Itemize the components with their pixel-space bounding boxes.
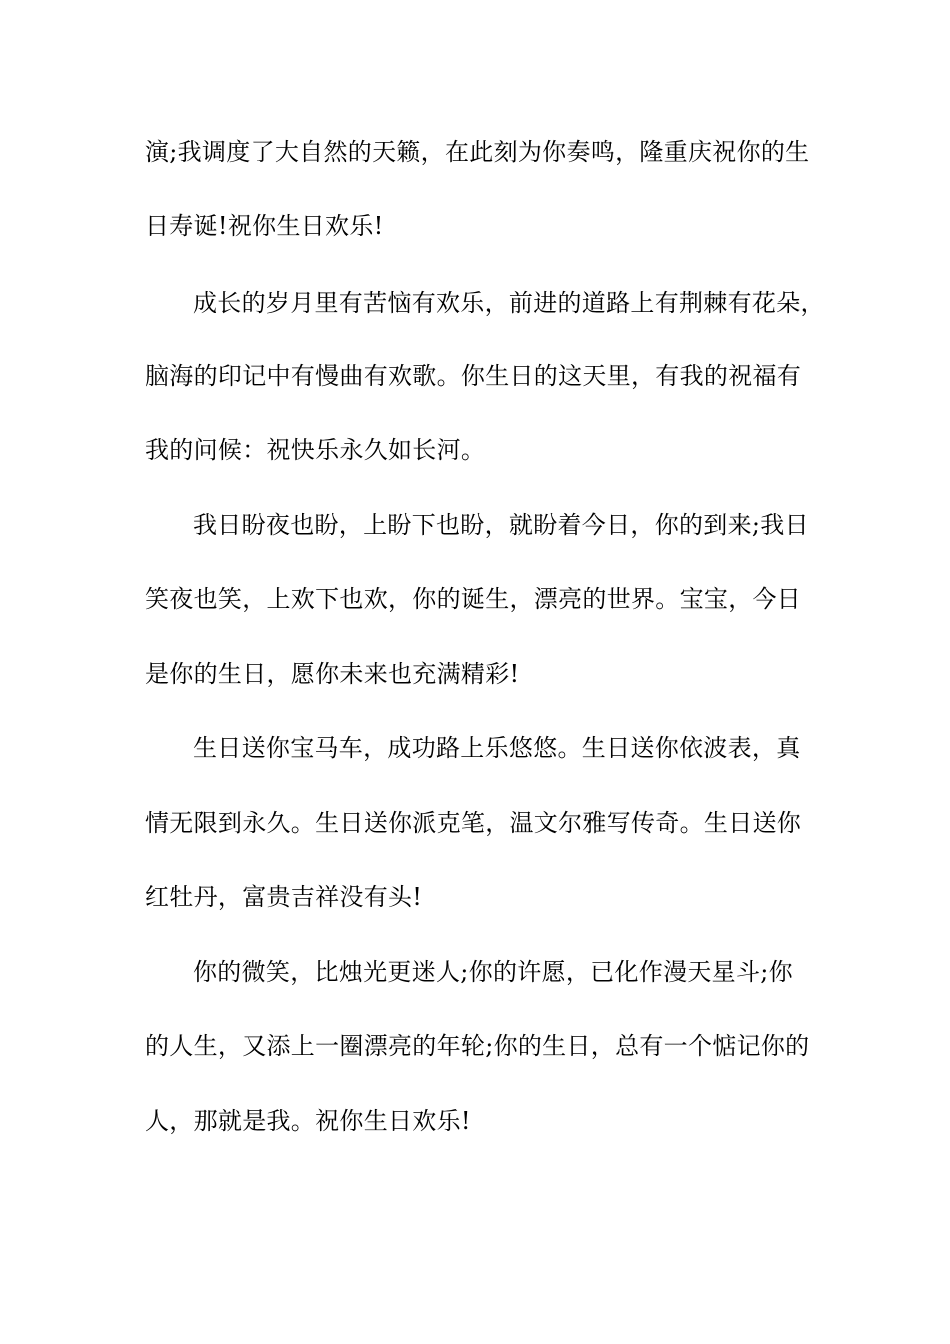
text-line: 的人生，又添上一圈漂亮的年轮;你的生日，总有一个惦记你的 xyxy=(145,1032,810,1060)
text-line: 日寿诞!祝你生日欢乐! xyxy=(145,212,384,240)
text-line: 人，那就是我。祝你生日欢乐! xyxy=(145,1107,471,1135)
text-line: 我的问候：祝快乐永久如长河。 xyxy=(145,436,486,464)
text-line: 红牡丹，富贵吉祥没有头! xyxy=(145,883,423,911)
paragraph-first-line: 你的微笑，比烛光更迷人;你的许愿，已化作漫天星斗;你 xyxy=(193,958,793,986)
paragraph-first-line: 我日盼夜也盼，上盼下也盼，就盼着今日，你的到来;我日 xyxy=(193,511,809,539)
text-line: 脑海的印记中有慢曲有欢歌。你生日的这天里，有我的祝福有 xyxy=(145,362,802,390)
text-line: 演;我调度了大自然的天籁，在此刻为你奏鸣，隆重庆祝你的生 xyxy=(145,138,810,166)
text-line: 情无限到永久。生日送你派克笔，温文尔雅写传奇。生日送你 xyxy=(145,809,802,837)
text-line: 是你的生日，愿你未来也充满精彩! xyxy=(145,660,520,688)
paragraph-first-line: 生日送你宝马车，成功路上乐悠悠。生日送你依波表，真 xyxy=(193,734,801,762)
text-line: 笑夜也笑，上欢下也欢，你的诞生，漂亮的世界。宝宝，今日 xyxy=(145,585,802,613)
paragraph-first-line: 成长的岁月里有苦恼有欢乐，前进的道路上有荆棘有花朵， xyxy=(193,289,825,317)
